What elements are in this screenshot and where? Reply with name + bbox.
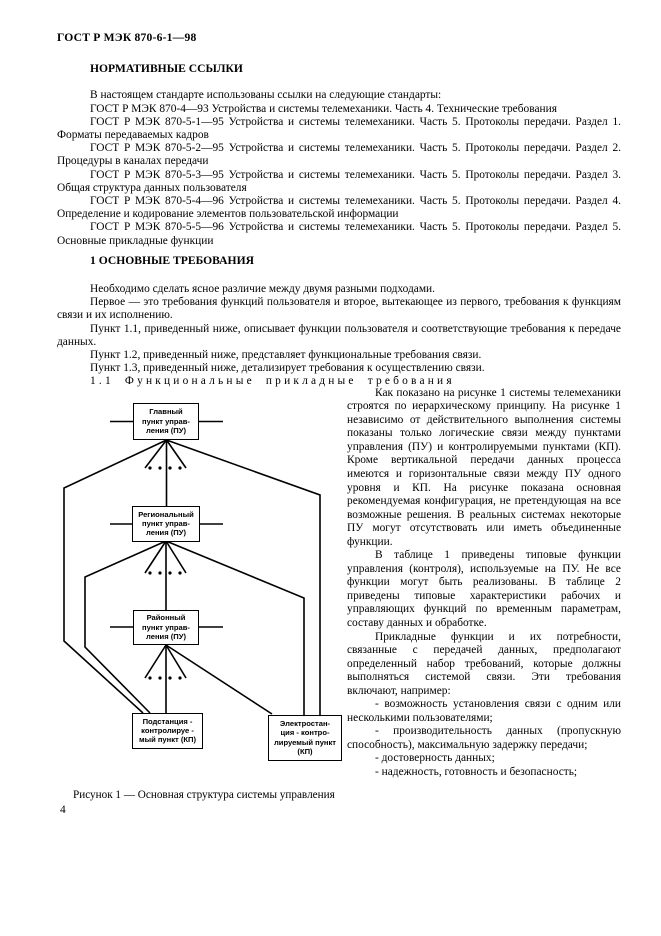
right-text-column (347, 385, 621, 821)
paragraph: В таблице 1 приведены типовые функции управления (контроля), используемые на ПУ. Не все функции могут быть реализованы. В таблице 2 приведены типовые характеристики рабочих и управляющих функций по временным параметрам, составу данных и обработке. (347, 549, 621, 629)
link-line (166, 645, 272, 714)
box-label-line: лируемый пункт (273, 737, 337, 747)
figure-and-text-row (57, 385, 621, 821)
ellipsis-dot (168, 466, 171, 469)
box-label-line: Электростан- (279, 719, 331, 729)
normative-intro: В настоящем стандарте использованы ссылки на следующие стандарты: (90, 89, 442, 102)
box-label-line: пункт управ- (142, 622, 190, 632)
paragraph: Пункт 1.2, приведенный ниже, представляет функциональные требования связи. (90, 349, 482, 362)
box-label-line: пункт управ- (142, 416, 190, 426)
box-label-line: пункт управ- (142, 519, 190, 529)
paragraph: Пункт 1.1, приведенный ниже, описывает функции пользователя и соответствующие требования к передаче данных. (57, 322, 621, 348)
ellipsis-dot (158, 571, 161, 574)
ellipsis-dot (168, 676, 171, 679)
ellipsis-dot (168, 571, 171, 574)
box-label-line: Районный (146, 613, 186, 623)
box-label-line: (КП) (297, 746, 313, 756)
heading-section-1: 1 ОСНОВНЫЕ ТРЕБОВАНИЯ (90, 253, 254, 267)
diagram-box-powerplant-kp (268, 715, 342, 761)
box-label-line: мый пункт (КП) (138, 735, 197, 745)
ellipsis-dot (158, 676, 161, 679)
page-number: 4 (60, 804, 66, 816)
section-1-paragraphs (57, 283, 621, 389)
paragraph: Первое — это требования функций пользователя и второе, вытекающее из первого, требования к функциям связи и их исполнению. (57, 296, 621, 322)
link-line (64, 440, 167, 713)
box-label-line: Подстанция - (142, 716, 193, 726)
reference-item: ГОСТ Р МЭК 870-4—93 Устройства и системы телемеханики. Часть 4. Технические требования (90, 102, 557, 115)
ellipsis-dot (158, 466, 161, 469)
heading-normative-references: НОРМАТИВНЫЕ ССЫЛКИ (90, 62, 243, 76)
ellipsis-dot (148, 571, 151, 574)
reference-item: ГОСТ Р МЭК 870-5-4—96 Устройства и системы телемеханики. Часть 5. Протоколы передачи. Раздел 4. Определение и кодирование элементов пользовательской информации (57, 195, 621, 221)
normative-references-block (57, 89, 621, 247)
list-item: - производительность данных (пропускную способность), максимальную задержку передачи; (347, 725, 621, 751)
doc-number: ГОСТ Р МЭК 870-6-1—98 (57, 31, 197, 44)
reference-item: ГОСТ Р МЭК 870-5-2—95 Устройства и системы телемеханики. Часть 5. Протоколы передачи. Раздел 2. Процедуры в каналах передачи (57, 142, 621, 168)
ellipsis-dot (178, 466, 181, 469)
list-item: - возможность установления связи с одним или несколькими пользователями; (347, 698, 621, 724)
heading-subsection-1-1: 1.1 Функциональные прикладные требования (90, 375, 455, 388)
reference-item: ГОСТ Р МЭК 870-5-5—96 Устройства и системы телемеханики. Часть 5. Протоколы передачи. Раздел 5. Основные прикладные функции (57, 221, 621, 247)
paragraph: Как показано на рисунке 1 системы телемеханики строятся по иерархическому принципу. На рисунке 1 независимо от действительного выполнения системы показаны только логические связи между пунктами управления (ПУ) и контролируемыми пунктами (КП). Кроме вертикальной передачи данных процесса имеются и горизонтальные связи между ПУ одного уровня и КП. На рисунке показана основная рекомендуемая конфигурация, не претендующая на все возможные решения. В реальных системах некоторые ПУ могут отсутствовать или иметь объединенные функции. (347, 386, 621, 548)
diagram-box-district-pu (133, 610, 199, 645)
ellipsis-dot (148, 676, 151, 679)
diagram-box-substation-kp (132, 713, 203, 749)
links-from-main-pu (64, 440, 320, 715)
page-content (57, 31, 621, 821)
diagram-box-main-pu (133, 403, 199, 440)
figure-caption: Рисунок 1 — Основная структура системы управления (73, 788, 335, 801)
box-label-line: ция - контро- (280, 728, 330, 738)
box-label-line: контролируе - (141, 726, 194, 736)
list-item: - надежность, готовность и безопасность; (375, 765, 578, 778)
list-item: - достоверность данных; (375, 752, 495, 765)
link-line (145, 645, 166, 678)
figure-1-diagram (57, 385, 347, 821)
link-line (167, 440, 321, 715)
box-label-line: Региональный (138, 509, 194, 519)
link-line (166, 645, 186, 678)
ellipsis-dot (178, 571, 181, 574)
ellipsis-dot (148, 466, 151, 469)
box-label-line: ления (ПУ) (146, 631, 186, 641)
paragraph: Необходимо сделать ясное различие между двумя разными подходами. (90, 283, 436, 296)
paragraph: Пункт 1.3, приведенный ниже, детализирует требования к осуществлению связи. (90, 362, 485, 375)
box-label-line: ления (ПУ) (146, 528, 186, 538)
ellipsis-dot (178, 676, 181, 679)
box-label-line: ления (ПУ) (146, 425, 186, 435)
paragraph: Прикладные функции и их потребности, связанные с передачей данных, предполагают определенный набор требований, которые должны выполняться системой связи. Эти требования включают, например: (347, 630, 621, 697)
links-from-district-pu (145, 645, 272, 714)
box-label-line: Главный (149, 407, 183, 417)
diagram-box-regional-pu (132, 506, 200, 542)
reference-item: ГОСТ Р МЭК 870-5-1—95 Устройства и системы телемеханики. Часть 5. Протоколы передачи. Раздел 1. Форматы передаваемых кадров (57, 115, 621, 142)
reference-item: ГОСТ Р МЭК 870-5-3—95 Устройства и системы телемеханики. Часть 5. Протоколы передачи. Раздел 3. Общая структура данных пользователя (57, 168, 621, 194)
